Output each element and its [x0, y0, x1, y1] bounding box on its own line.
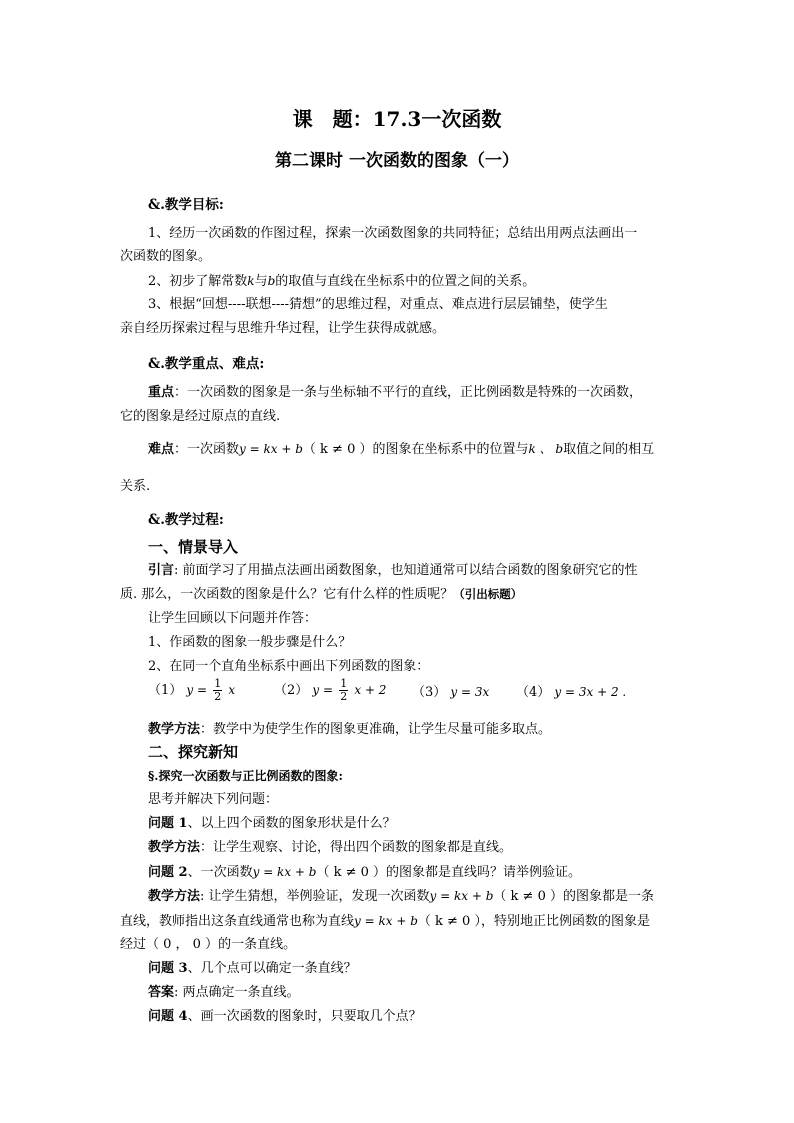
difficult-point-line-2: 关系.: [120, 479, 151, 494]
function-2: （2） y = $\frac{1}{2}$ x + 2: [274, 677, 387, 703]
method-3-line-1: 教学方法: 让学生猜想，举例验证，发现一次函数y = kx + b（ k ≠ 0 ）的图象都是一条: [148, 889, 654, 904]
function-4: （4） y = 3x + 2 .: [516, 685, 627, 700]
process-heading: &.教学过程:: [148, 512, 224, 528]
goal-1-line-1: 1、经历一次函数的作图过程，探索一次函数图象的共同特征；总结出用两点法画出一: [148, 226, 638, 241]
problem-1: 问题 1、以上四个函数的图象形状是什么？: [148, 816, 396, 831]
think-instruction: 思考并解决下列问题：: [148, 792, 279, 807]
goal-3-line-2: 亲自经历探索过程与思维升华过程，让学生获得成就感。: [120, 321, 446, 336]
key-point-line-1: 重点：一次函数的图象是一条与坐标轴不平行的直线，正比例函数是特殊的一次函数，: [148, 385, 643, 400]
function-3: （3） y = 3x: [412, 685, 490, 700]
method-1: 教学方法：教学中为使学生作的图象更准确，让学生尽量可能多取点。: [148, 722, 552, 737]
answer-3: 答案: 两点确定一条直线。: [148, 985, 300, 1000]
section-1-title: 一、情景导入: [148, 538, 239, 556]
question-2: 2、在同一个直角坐标系中画出下列函数的图象：: [148, 659, 430, 674]
fraction: $\frac{1}{2}$: [214, 677, 222, 703]
method-3-line-2: 直线，教师指出这条直线通常也称为直线y = kx + b（ k ≠ 0 ），特别地正比例函数的图象是: [120, 914, 650, 929]
question-1: 1、作函数的图象一般步骤是什么？: [148, 635, 352, 650]
fraction: $\frac{1}{2}$: [340, 677, 348, 703]
lesson-subtitle: 第二课时 一次函数的图象（一）: [275, 151, 519, 171]
subsection-title: §.探究一次函数与正比例函数的图象:: [148, 769, 343, 783]
difficult-point-line-1: 难点：一次函数y = kx + b（ k ≠ 0 ）的图象在坐标系中的位置与k 、 b取值之间的相互: [148, 442, 655, 457]
function-1: （1） y = $\frac{1}{2}$ x: [148, 677, 236, 703]
recall-instruction: 让学生回顾以下问题并作答：: [148, 611, 318, 626]
method-2: 教学方法：让学生观察、讨论，得出四个函数的图象都是直线。: [148, 840, 513, 855]
problem-2: 问题 2、一次函数y = kx + b（ k ≠ 0 ）的图象都是直线吗？请举例验证。: [148, 865, 582, 880]
method-3-line-3: 经过（ 0 ， 0 ）的一条直线。: [120, 937, 297, 952]
goal-2: 2、初步了解常数k与b的取值与直线在坐标系中的位置之间的关系。: [148, 274, 536, 289]
goal-3-line-1: 3、根据“回想----联想----猜想”的思维过程，对重点、难点进行层层铺垫，使学生: [148, 297, 608, 312]
keys-heading: &.教学重点、难点:: [148, 356, 265, 372]
goals-heading: &.教学目标:: [148, 197, 224, 213]
goal-1-line-2: 次函数的图象。: [120, 249, 212, 264]
key-point-line-2: 它的图象是经过原点的直线.: [120, 409, 281, 424]
section-2-title: 二、探究新知: [148, 743, 239, 761]
intro-line-1: 引言: 前面学习了用描点法画出函数图象，也知道通常可以结合函数的图象研究它的性: [148, 563, 638, 578]
problem-4: 问题 4、画一次函数的图象时，只要取几个点？: [148, 1009, 422, 1024]
intro-line-2: 质. 那么，一次函数的图象是什么？它有什么样的性质呢？（引出标题）: [120, 587, 523, 602]
problem-3: 问题 3、几个点可以确定一条直线？: [148, 961, 357, 976]
lesson-title: 课 题：17.3一次函数: [292, 107, 502, 131]
